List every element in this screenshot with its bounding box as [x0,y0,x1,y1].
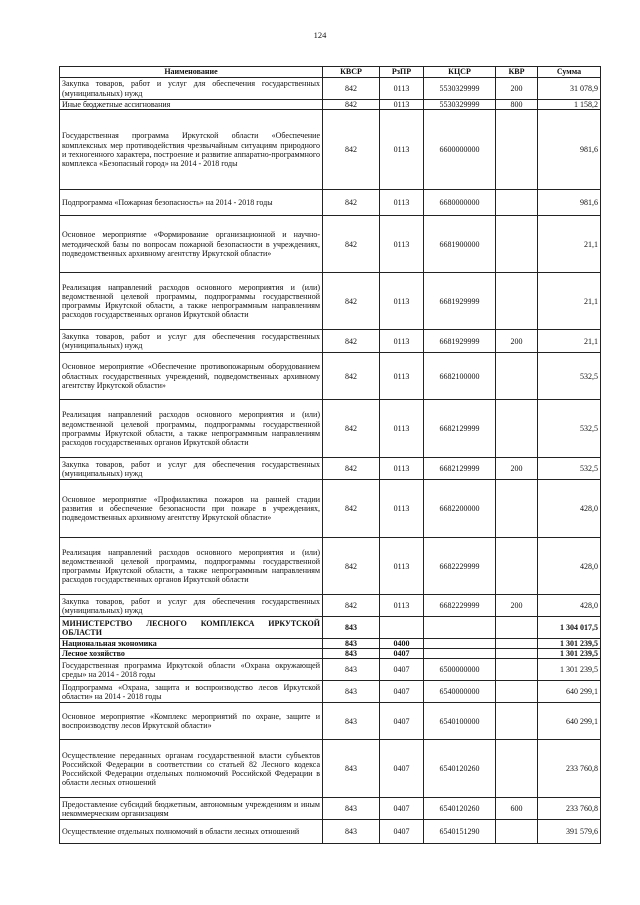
cell-rzpr: 0407 [380,681,424,703]
table-row [60,820,601,844]
cell-rzpr: 0113 [380,353,424,400]
header-kvr: КВР [496,67,538,78]
cell-name: Предоставление субсидий бюджетным, автономным учреждениям и иным некоммерческим организациям [60,798,323,820]
cell-kvr [496,538,538,595]
cell-kcsr: 5530329999 [424,100,496,110]
cell-kvr [496,480,538,538]
table-row [60,538,601,595]
cell-sum: 21,1 [538,216,601,273]
cell-kcsr: 6682200000 [424,480,496,538]
cell-kvr [496,740,538,798]
table-row [60,458,601,480]
cell-sum: 21,1 [538,330,601,353]
cell-sum: 532,5 [538,400,601,458]
cell-kvsr: 843 [323,639,380,649]
cell-name: Реализация направлений расходов основного мероприятия и (или) ведомственной целевой программы, подпрограммы государственной программы Иркутской области, а также непрограммным направлениям расходов государственных органов Иркутской области [60,273,323,330]
table-header-row [60,67,601,78]
cell-kvsr: 843 [323,649,380,659]
table-row [60,273,601,330]
cell-kvsr: 843 [323,820,380,844]
cell-sum: 640 299,1 [538,703,601,740]
cell-name: Основное мероприятие «Обеспечение противопожарным оборудованием областных государственных учреждений, подведомственных архивному агентству Иркутской области» [60,353,323,400]
cell-rzpr: 0407 [380,703,424,740]
cell-kcsr [424,639,496,649]
cell-rzpr: 0113 [380,273,424,330]
cell-kvr [496,617,538,639]
table-row [60,216,601,273]
cell-kvr [496,820,538,844]
cell-rzpr [380,617,424,639]
cell-name: Основное мероприятие «Формирование организационной и научно-методической базы по вопросам пожарной безопасности в учреждениях, подведомственных архивному агентству Иркутской области» [60,216,323,273]
cell-rzpr: 0113 [380,78,424,100]
table-row [60,78,601,100]
table-row [60,740,601,798]
cell-kvsr: 842 [323,78,380,100]
header-name: Наименование [60,67,323,78]
cell-kcsr: 6682100000 [424,353,496,400]
cell-kvsr: 842 [323,400,380,458]
cell-kcsr: 6540120260 [424,740,496,798]
cell-rzpr: 0113 [380,595,424,617]
cell-rzpr: 0407 [380,798,424,820]
cell-rzpr: 0113 [380,216,424,273]
table-row [60,798,601,820]
table-row [60,703,601,740]
cell-kcsr [424,617,496,639]
cell-sum: 428,0 [538,595,601,617]
cell-sum: 428,0 [538,538,601,595]
table-row [60,110,601,190]
cell-kvr: 600 [496,798,538,820]
cell-sum: 1 301 239,5 [538,659,601,681]
header-sum: Сумма [538,67,601,78]
cell-kcsr: 6682229999 [424,595,496,617]
cell-kvr [496,110,538,190]
cell-kvr [496,639,538,649]
cell-kvr [496,273,538,330]
cell-kvr: 200 [496,78,538,100]
cell-kvsr: 843 [323,703,380,740]
budget-table [59,66,601,844]
cell-rzpr: 0400 [380,639,424,649]
cell-sum: 1 158,2 [538,100,601,110]
cell-name: Реализация направлений расходов основного мероприятия и (или) ведомственной целевой программы, подпрограммы государственной программы Иркутской области, а также непрограммным направлениям расходов государственных органов Иркутской области [60,538,323,595]
cell-name: Подпрограмма «Пожарная безопасность» на 2014 - 2018 годы [60,190,323,216]
table-row [60,595,601,617]
table-row [60,190,601,216]
cell-sum: 640 299,1 [538,681,601,703]
cell-kvsr: 842 [323,273,380,330]
cell-kvsr: 843 [323,681,380,703]
header-kcsr: КЦСР [424,67,496,78]
cell-sum: 1 304 017,5 [538,617,601,639]
cell-kvr [496,353,538,400]
cell-name: Закупка товаров, работ и услуг для обеспечения государственных (муниципальных) нужд [60,595,323,617]
table-row [60,617,601,639]
cell-sum: 981,6 [538,190,601,216]
table-row [60,400,601,458]
header-kvsr: КВСР [323,67,380,78]
cell-kcsr: 6540120260 [424,798,496,820]
cell-kvr [496,400,538,458]
cell-sum: 428,0 [538,480,601,538]
cell-kvr: 200 [496,330,538,353]
cell-kvsr: 843 [323,659,380,681]
cell-kvr: 800 [496,100,538,110]
cell-rzpr: 0113 [380,458,424,480]
cell-kcsr: 6540151290 [424,820,496,844]
cell-kvr [496,190,538,216]
cell-name: Лесное хозяйство [60,649,323,659]
cell-name: Государственная программа Иркутской области «Охрана окружающей среды» на 2014 - 2018 годы [60,659,323,681]
cell-kvsr: 842 [323,458,380,480]
cell-kvsr: 842 [323,216,380,273]
cell-name: Национальная экономика [60,639,323,649]
cell-kvsr: 842 [323,190,380,216]
cell-kcsr: 6682229999 [424,538,496,595]
cell-sum: 233 760,8 [538,740,601,798]
cell-kcsr: 6680000000 [424,190,496,216]
cell-kcsr: 6540000000 [424,681,496,703]
cell-sum: 391 579,6 [538,820,601,844]
cell-rzpr: 0113 [380,538,424,595]
cell-kvsr: 843 [323,740,380,798]
cell-kvsr: 842 [323,480,380,538]
cell-name: Иные бюджетные ассигнования [60,100,323,110]
cell-name: МИНИСТЕРСТВО ЛЕСНОГО КОМПЛЕКСА ИРКУТСКОЙ ОБЛАСТИ [60,617,323,639]
table-row [60,330,601,353]
cell-rzpr: 0113 [380,330,424,353]
cell-name: Закупка товаров, работ и услуг для обеспечения государственных (муниципальных) нужд [60,330,323,353]
cell-kvr: 200 [496,458,538,480]
cell-sum: 233 760,8 [538,798,601,820]
cell-kvr: 200 [496,595,538,617]
cell-rzpr: 0113 [380,190,424,216]
cell-kvsr: 843 [323,798,380,820]
cell-rzpr: 0113 [380,480,424,538]
cell-sum: 532,5 [538,458,601,480]
cell-name: Государственная программа Иркутской области «Обеспечение комплексных мер противодействия чрезвычайным ситуациям природного и техногенного характера, построение и развитие аппаратно-программного комплекса «Безопасный город» на 2014 - 2018 годы [60,110,323,190]
table-body [60,78,601,844]
cell-kcsr: 6600000000 [424,110,496,190]
table-row [60,639,601,649]
cell-kvsr: 842 [323,330,380,353]
cell-name: Основное мероприятие «Профилактика пожаров на ранней стадии развития и обеспечение безопасности при пожаре в учреждениях, подведомственных архивному агентству Иркутской области» [60,480,323,538]
table-row [60,659,601,681]
cell-kcsr [424,649,496,659]
cell-name: Основное мероприятие «Комплекс мероприятий по охране, защите и воспроизводству лесов Иркутской области» [60,703,323,740]
cell-kcsr: 6681900000 [424,216,496,273]
table-row [60,681,601,703]
cell-kvsr: 842 [323,110,380,190]
cell-sum: 21,1 [538,273,601,330]
page-number: 124 [313,30,327,40]
cell-kvr [496,216,538,273]
cell-kvsr: 843 [323,617,380,639]
header-rzpr: РзПР [380,67,424,78]
cell-kcsr: 6540100000 [424,703,496,740]
cell-rzpr: 0113 [380,100,424,110]
cell-kvr [496,681,538,703]
cell-rzpr: 0407 [380,649,424,659]
cell-kcsr: 6500000000 [424,659,496,681]
cell-kvr [496,659,538,681]
cell-kcsr: 5530329999 [424,78,496,100]
cell-rzpr: 0407 [380,740,424,798]
cell-kvr [496,649,538,659]
cell-rzpr: 0113 [380,400,424,458]
table-row [60,480,601,538]
cell-kvsr: 842 [323,538,380,595]
cell-name: Закупка товаров, работ и услуг для обеспечения государственных (муниципальных) нужд [60,458,323,480]
cell-name: Подпрограмма «Охрана, защита и воспроизводство лесов Иркутской области» на 2014 - 2018 годы [60,681,323,703]
cell-kcsr: 6681929999 [424,330,496,353]
cell-kvsr: 842 [323,595,380,617]
cell-kcsr: 6682129999 [424,400,496,458]
cell-sum: 981,6 [538,110,601,190]
cell-sum: 1 301 239,5 [538,639,601,649]
cell-kvsr: 842 [323,353,380,400]
cell-sum: 1 301 239,5 [538,649,601,659]
cell-rzpr: 0407 [380,820,424,844]
table-row [60,353,601,400]
cell-name: Осуществление переданных органам государственной власти субъектов Российской Федерации в соответствии со статьей 82 Лесного кодекса Российской Федерации отдельных полномочий Российской Федерации в области лесных отношений [60,740,323,798]
cell-kcsr: 6681929999 [424,273,496,330]
cell-name: Закупка товаров, работ и услуг для обеспечения государственных (муниципальных) нужд [60,78,323,100]
cell-sum: 31 078,9 [538,78,601,100]
table-row [60,649,601,659]
cell-rzpr: 0113 [380,110,424,190]
cell-kcsr: 6682129999 [424,458,496,480]
cell-rzpr: 0407 [380,659,424,681]
cell-sum: 532,5 [538,353,601,400]
cell-name: Реализация направлений расходов основного мероприятия и (или) ведомственной целевой программы, подпрограммы государственной программы Иркутской области, а также непрограммным направлениям расходов государственных органов Иркутской области [60,400,323,458]
cell-name: Осуществление отдельных полномочий в области лесных отношений [60,820,323,844]
cell-kvsr: 842 [323,100,380,110]
table-row [60,100,601,110]
cell-kvr [496,703,538,740]
